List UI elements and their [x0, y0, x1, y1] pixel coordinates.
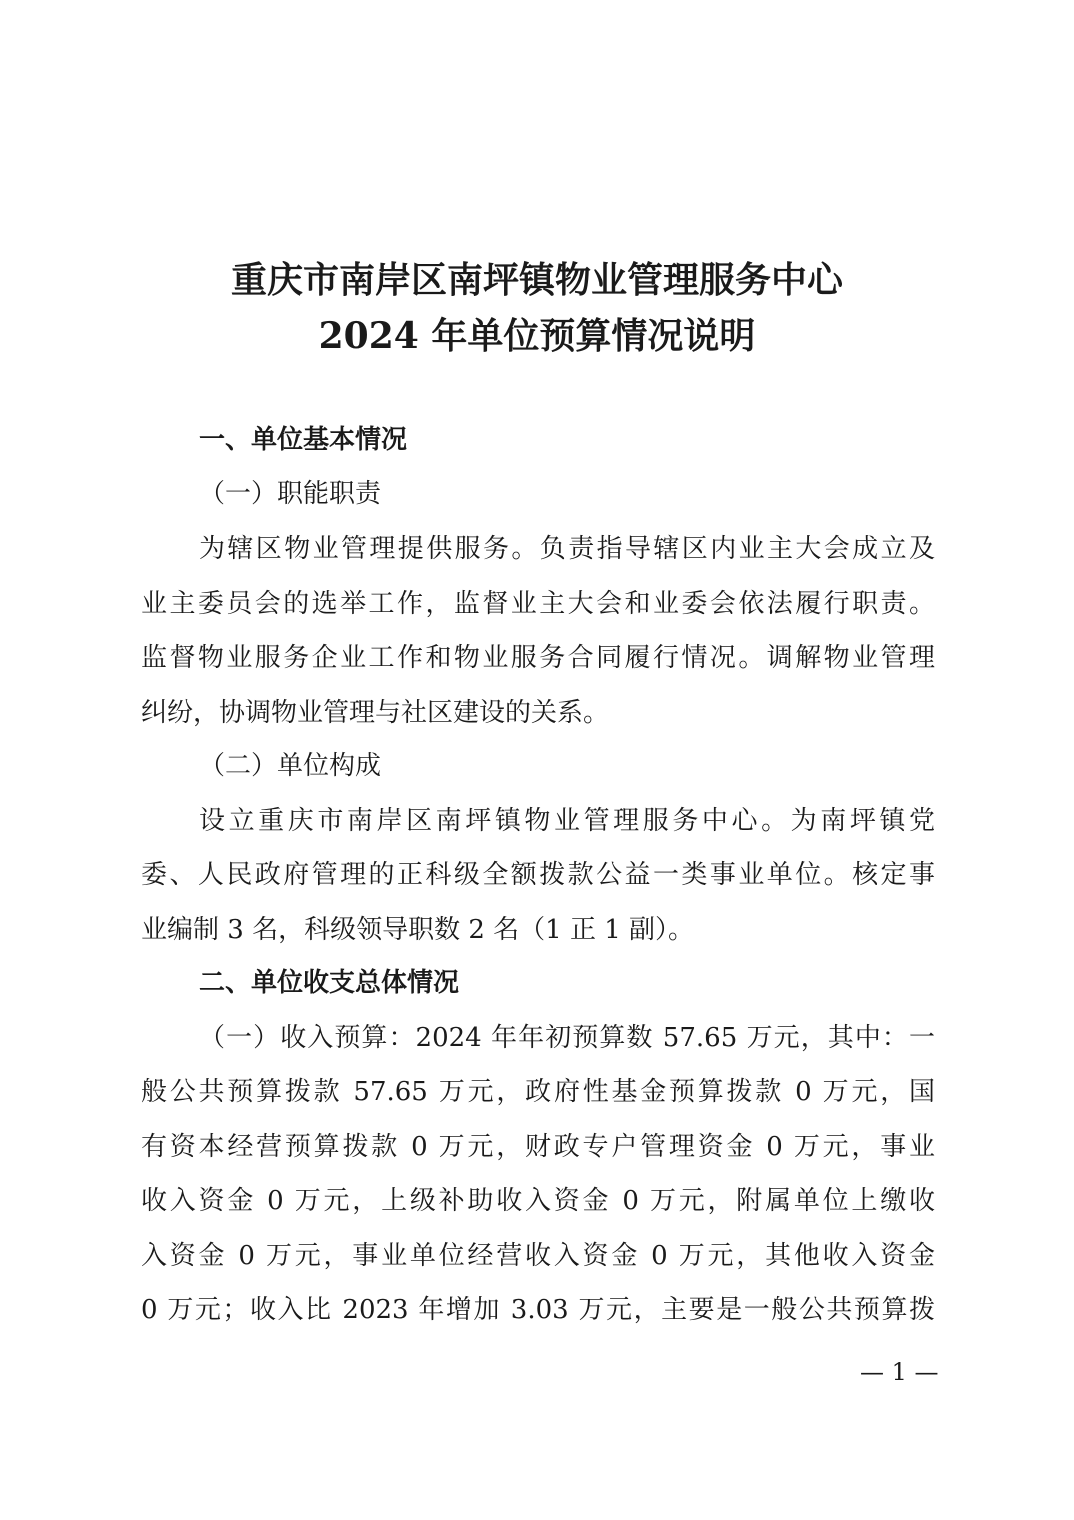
paragraph-duties-line: 监督物业服务企业工作和物业服务合同履行情况。调解物业管理 — [141, 643, 935, 673]
section-heading-overall: 二、单位收支总体情况 — [199, 968, 460, 998]
paragraph-income-line: 入资金 0 万元，事业单位经营收入资金 0 万元，其他收入资金 — [141, 1241, 935, 1271]
paragraph-income-line: 有资本经营预算拨款 0 万元，财政专户管理资金 0 万元，事业 — [141, 1132, 935, 1162]
paragraph-duties-line: 业主委员会的选举工作，监督业主大会和业委会依法履行职责。 — [141, 589, 935, 619]
document-title-line-1: 重庆市南岸区南坪镇物业管理服务中心 — [230, 259, 843, 301]
section-heading-basic-info: 一、单位基本情况 — [199, 425, 408, 455]
subsection-heading-duties: （一）职能职责 — [199, 479, 382, 509]
subsection-heading-composition: （二）单位构成 — [199, 751, 382, 781]
paragraph-composition-line: 委、人民政府管理的正科级全额拨款公益一类事业单位。核定事 — [141, 860, 935, 890]
paragraph-duties-line: 为辖区物业管理提供服务。负责指导辖区内业主大会成立及 — [199, 534, 935, 564]
paragraph-composition-line: 业编制 3 名，科级领导职数 2 名（1 正 1 副）。 — [141, 915, 695, 945]
page-number: — 1 — — [860, 1358, 939, 1386]
paragraph-income-line: 般公共预算拨款 57.65 万元，政府性基金预算拨款 0 万元，国 — [141, 1077, 935, 1107]
paragraph-income-line: 收入资金 0 万元，上级补助收入资金 0 万元，附属单位上缴收 — [141, 1186, 935, 1216]
paragraph-composition-line: 设立重庆市南岸区南坪镇物业管理服务中心。为南坪镇党 — [199, 806, 935, 836]
document-title-line-2: 2024 年单位预算情况说明 — [318, 315, 756, 357]
paragraph-income-line: 0 万元；收入比 2023 年增加 3.03 万元，主要是一般公共预算拨 — [141, 1295, 935, 1325]
paragraph-duties-line: 纠纷，协调物业管理与社区建设的关系。 — [141, 698, 610, 728]
paragraph-income-line: （一）收入预算：2024 年年初预算数 57.65 万元，其中：一 — [199, 1023, 935, 1053]
